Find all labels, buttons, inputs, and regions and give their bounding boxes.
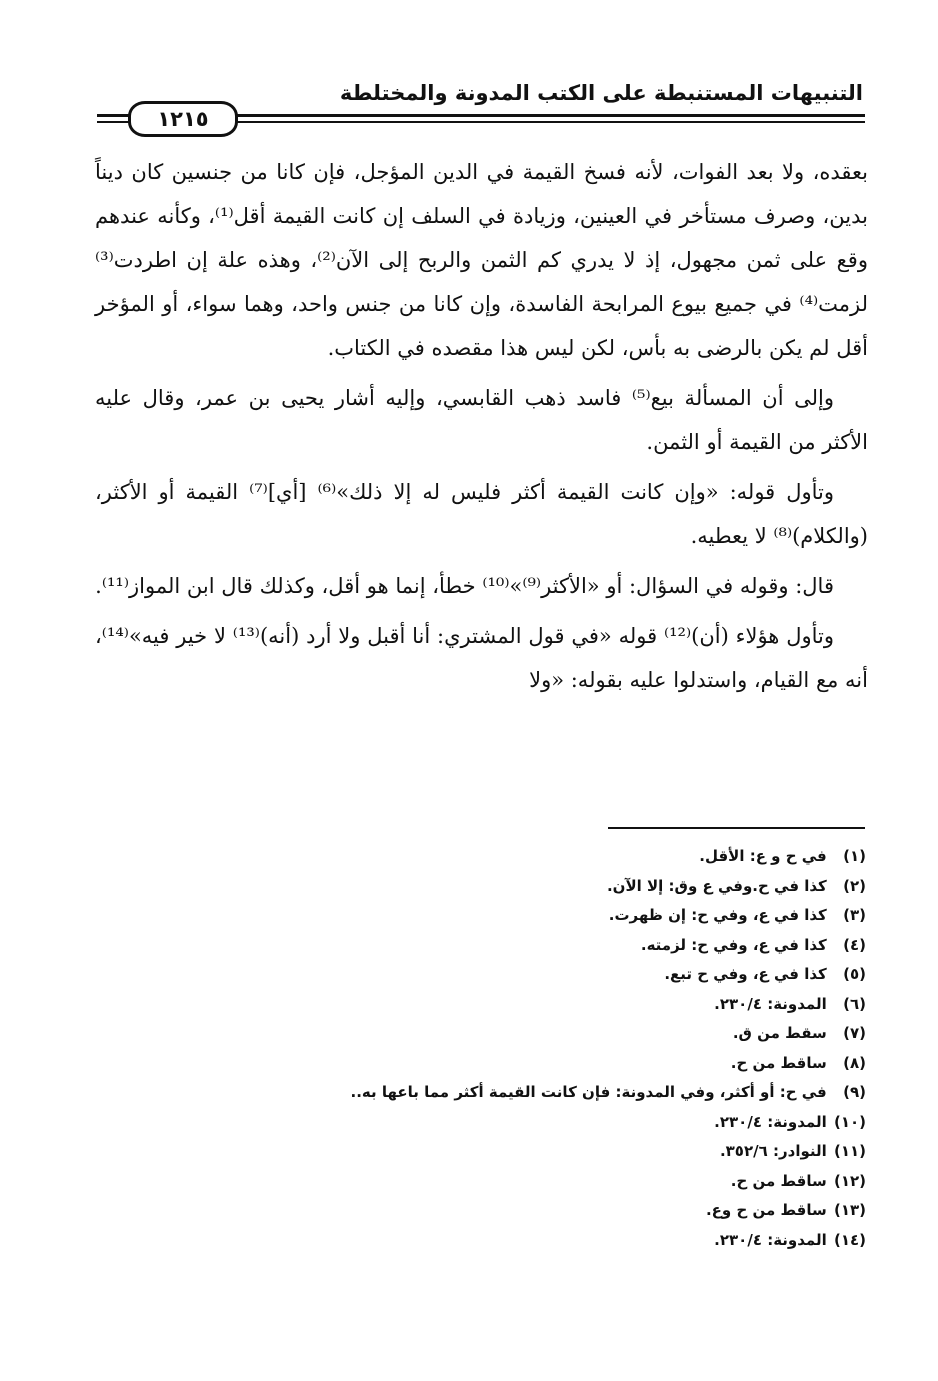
paragraph: وإلى أن المسألة بيع⁽⁵⁾ فاسد ذهب القابسي، وإليه أشار يحيى بن عمر، وقال عليه الأكثر من القيمة أو الثمن.: [95, 386, 868, 454]
footnote-number: (٣): [843, 906, 866, 924]
body-text: [95, 150, 868, 708]
paragraph: بعقده، ولا بعد الفوات، لأنه فسخ القيمة في الدين المؤجل، فإن كانا من جنسين كان ديناً بدين، وصرف مستأخر في العينين، وزيادة في السلف إن كانت القيمة أقل⁽¹⁾، وكأنه عندهم وقع على ثمن مجهول، إذ لا يدري كم الثمن والربح إلى الآن⁽²⁾، وهذه علة إن اطردت⁽³⁾ لزمت⁽⁴⁾ في جميع بيوع المرابحة الفاسدة، وإن كانا من جنس واحد، وهما سواء، أو المؤخر أقل لم يكن بالرضى به بأس، لكن ليس هذا مقصده في الكتاب.: [95, 160, 868, 360]
footnote-text: ساقط من ح.: [730, 1171, 827, 1190]
paragraph: قال: وقوله في السؤال: أو «الأكثر⁽⁹⁾»⁽¹⁰⁾ خطأ، إنما هو أقل، وكذلك قال ابن المواز⁽¹¹⁾.: [95, 574, 834, 598]
footnote-number: (١): [843, 847, 866, 865]
footnote-number: (٩): [843, 1083, 866, 1101]
footnote-text: المدونة: ٢٣٠/٤.: [714, 994, 827, 1013]
footnote: [226, 960, 866, 990]
footnote-number: (٤): [843, 935, 866, 954]
footnote-text: في ح و ع: الأقل.: [699, 847, 827, 865]
footnote: [226, 1108, 866, 1138]
footnote-text: سقط من ق.: [732, 1024, 827, 1042]
footnote-number: (٧): [843, 1024, 866, 1042]
footnote-number: (١٤): [833, 1230, 866, 1249]
footnote-separator: [608, 827, 865, 829]
footnote-text: النوادر: ٣٥٢/٦.: [719, 1142, 827, 1160]
footnote-text: كذا في ع، وفي ح تبع.: [664, 965, 827, 983]
footnote-number: (١٢): [833, 1171, 866, 1190]
footnote: [226, 901, 866, 931]
running-title: التنبيهات المستنبطة على الكتب المدونة والمختلطة: [339, 81, 863, 105]
footnote: [226, 990, 866, 1020]
footnote: [226, 1078, 866, 1108]
footnote-number: (٢): [843, 876, 866, 895]
footnote: [226, 872, 866, 902]
footnote: [226, 1226, 866, 1256]
footnote-number: (١١): [833, 1142, 866, 1160]
footnote-number: (٨): [843, 1053, 866, 1072]
footnote: [226, 1137, 866, 1167]
footnote-text: كذا في ع، وفي ح: لزمته.: [640, 935, 827, 954]
footnote-number: (١٣): [833, 1201, 866, 1219]
footnote-text: المدونة: ٢٣٠/٤.: [714, 1112, 827, 1131]
footnote-text: ساقط من ح وع.: [705, 1201, 827, 1219]
footnote-text: المدونة: ٢٣٠/٤.: [714, 1230, 827, 1249]
footnote: [226, 842, 866, 872]
footnote-number: (٦): [843, 994, 866, 1013]
paragraph: وتأول هؤلاء (أن)⁽¹²⁾ قوله «في قول المشتري: أنا أقبل ولا أرد (أنه)⁽¹³⁾ لا خير فيه»⁽¹⁴⁾، أنه مع القيام، واستدلوا عليه بقوله: «ولا: [95, 624, 868, 692]
footnotes-list: [226, 842, 866, 1255]
footnote: [226, 931, 866, 961]
footnote: [226, 1019, 866, 1049]
footnote-number: (٥): [843, 965, 866, 983]
footnote-text: ساقط من ح.: [730, 1053, 827, 1072]
page-number: ١٢١٥: [128, 101, 238, 137]
footnote: [226, 1049, 866, 1079]
footnote: [226, 1167, 866, 1197]
footnote: [226, 1196, 866, 1226]
footnote-text: كذا في ع، وفي ح: إن ظهرت.: [608, 906, 827, 924]
footnote-text: في ح: أو أكثر، وفي المدونة: فإن كانت القيمة أكثر مما باعها به..: [350, 1083, 827, 1101]
paragraph: وتأول قوله: «وإن كانت القيمة أكثر فليس له إلا ذلك»⁽⁶⁾ [أي]⁽⁷⁾ القيمة أو الأكثر، (والكلام)⁽⁸⁾ لا يعطيه.: [95, 480, 868, 548]
footnote-number: (١٠): [833, 1112, 866, 1131]
footnote-text: كذا في ح.وفي ع وق: إلا الآن.: [606, 876, 827, 895]
